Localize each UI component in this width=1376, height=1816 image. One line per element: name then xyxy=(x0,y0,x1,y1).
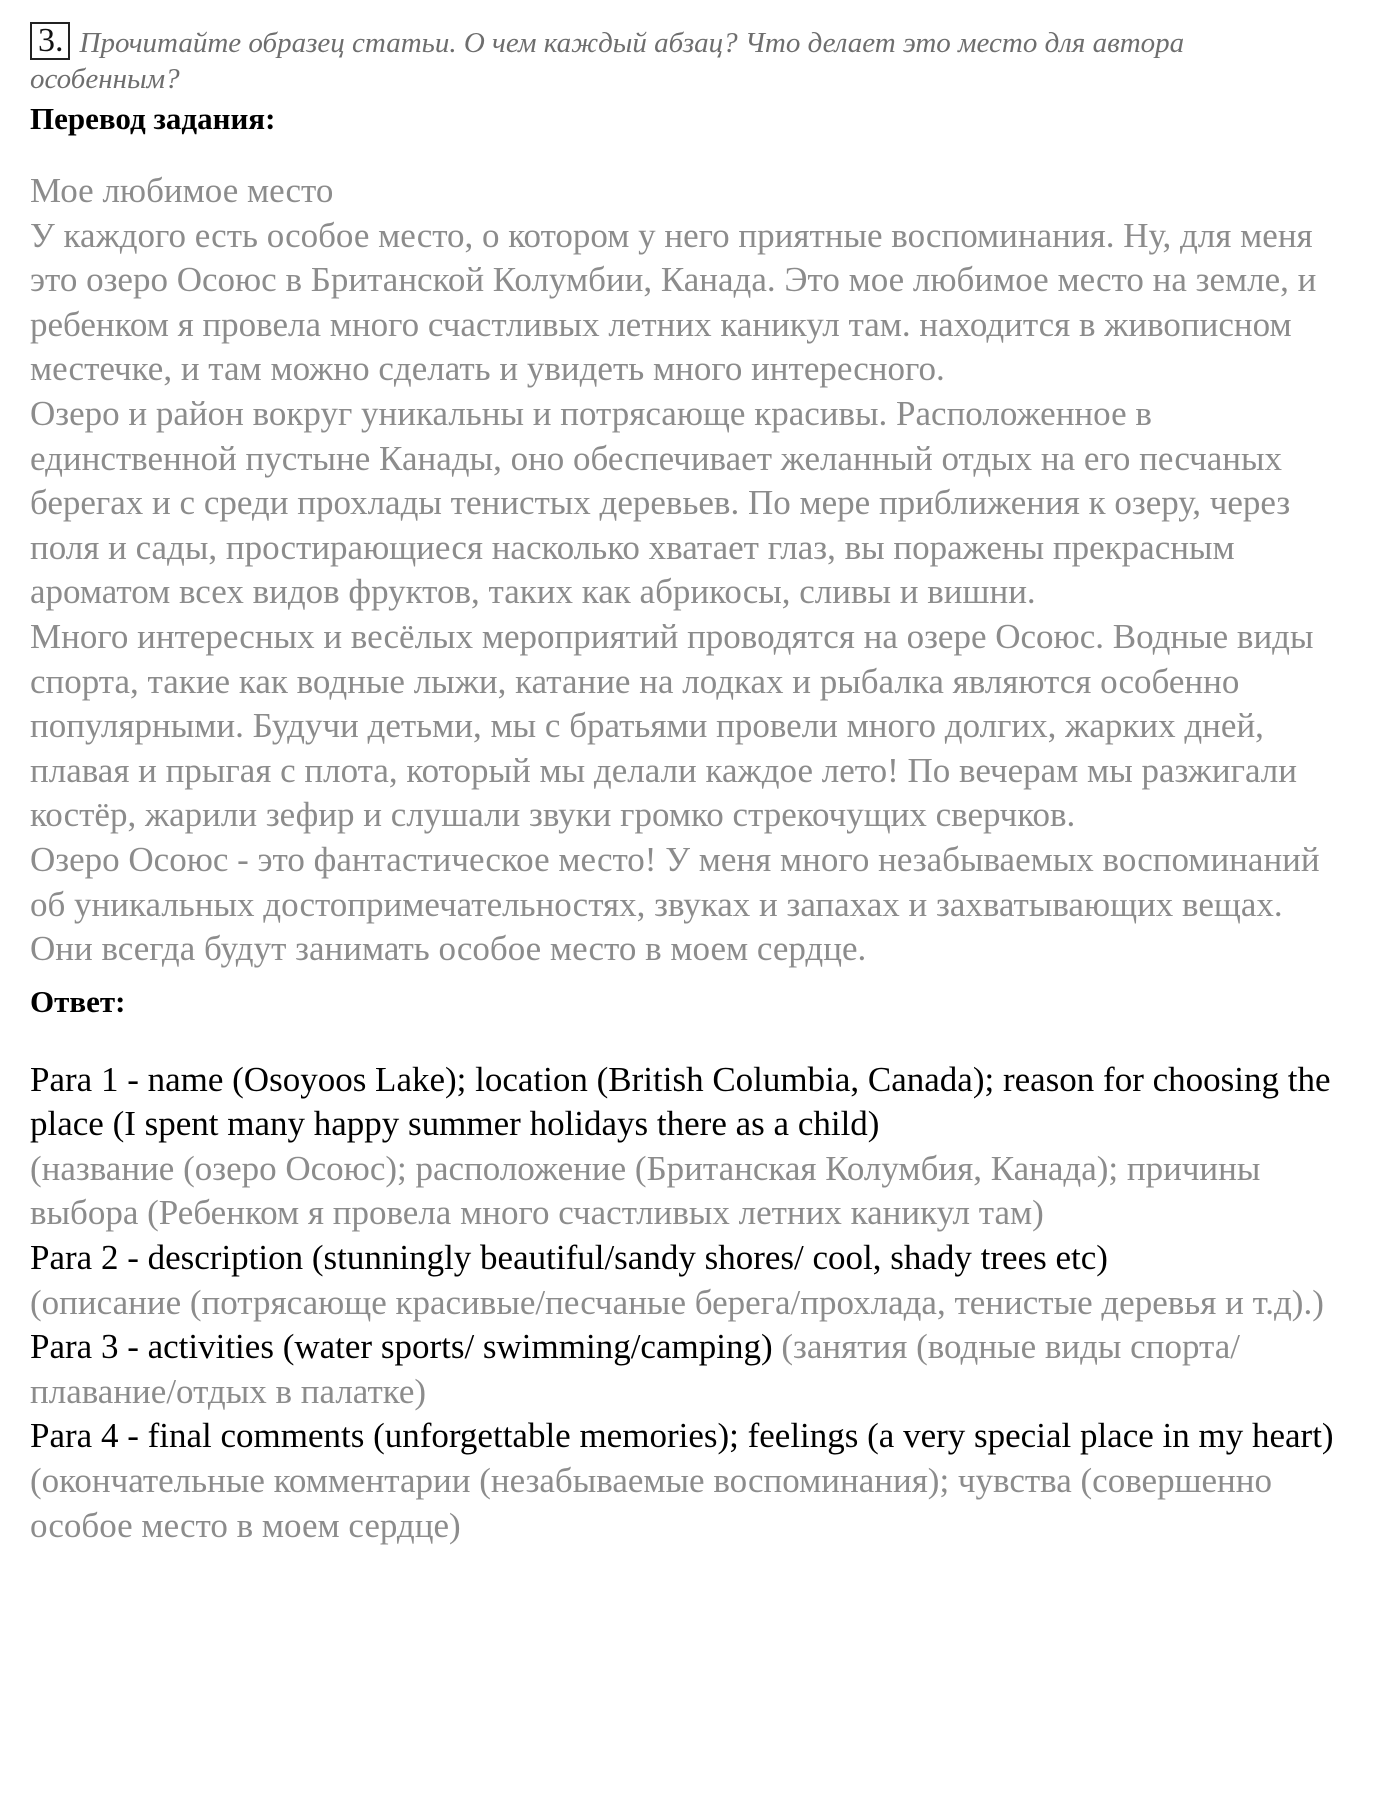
answer-para-3-russian: (занятия (водные виды спорта/плавание/отдых в палатке) xyxy=(30,1327,1240,1411)
answer-para-4-russian: (окончательные комментарии (незабываемые воспоминания); чувства (совершенно особое место в моем сердце) xyxy=(30,1461,1273,1545)
answer-para-1 xyxy=(30,1058,1340,1236)
translation-paragraph-2: Озеро и район вокруг уникальны и потрясающе красивы. Расположенное в единственной пустыне Канады, оно обеспечивает желанный отдых на его песчаных берегах и с среди прохлады тенистых деревьев. По мере приближения к озеру, через поля и сады, простирающиеся насколько хватает глаз, вы поражены прекрасным ароматом всех видов фруктов, таких как абрикосы, сливы и вишни. xyxy=(30,393,1291,612)
task-number-box: 3. xyxy=(30,22,70,60)
task-instruction: Прочитайте образец статьи. О чем каждый абзац? Что делает это место для автора особенным? xyxy=(30,27,1185,95)
translation-paragraph-1: У каждого есть особое место, о котором у него приятные воспоминания. Ну, для меня это озеро Осоюс в Британской Колумбии, Канада. Это мое любимое место на земле, и ребенком я провела много счастливых летних каникул там. находится в живописном местечке, и там можно сделать и увидеть много интересного. xyxy=(30,215,1317,389)
answer-para-1-russian: (название (озеро Осоюс); расположение (Британская Колумбия, Канада); причины выбора (Ребенком я провела много счастливых летних каникул там) xyxy=(30,1148,1261,1233)
answer-para-4-english: Para 4 - final comments (unforgettable memories); feelings (a very special place in my heart) xyxy=(30,1416,1334,1456)
task-header xyxy=(30,22,1340,97)
translation-block xyxy=(30,169,1340,972)
translation-label: Перевод задания: xyxy=(30,101,276,136)
page-content xyxy=(30,22,1340,1548)
answer-para-3 xyxy=(30,1325,1340,1414)
answer-para-2 xyxy=(30,1236,1340,1325)
answer-para-4 xyxy=(30,1414,1340,1548)
answer-para-2-english: Para 2 - description (stunningly beautiful/sandy shores/ cool, shady trees etc) xyxy=(30,1238,1108,1278)
answer-para-1-english: Para 1 - name (Osoyoos Lake); location (British Columbia, Canada); reason for choosing the place (I spent many happy summer holidays there as a child) xyxy=(30,1059,1331,1144)
translation-title: Мое любимое место xyxy=(30,171,334,210)
answer-para-2-russian: (описание (потрясающе красивые/песчаные берега/прохлада, тенистые деревья и т.д).) xyxy=(30,1282,1324,1322)
translation-paragraph-4: Озеро Осоюс - это фантастическое место! У меня много незабываемых воспоминаний об уникальных достопримечательностях, звуках и запахах и захватывающих вещах. Они всегда будут занимать особое место в моем сердце. xyxy=(30,839,1320,969)
translation-paragraph-3: Много интересных и весёлых мероприятий проводятся на озере Осоюс. Водные виды спорта, такие как водные лыжи, катание на лодках и рыбалка являются особенно популярными. Будучи детьми, мы с братьями провели много долгих, жарких дней, плавая и прыгая с плота, который мы делали каждое лето! По вечерам мы разжигали костёр, жарили зефир и слушали звуки громко стрекочущих сверчков. xyxy=(30,616,1314,835)
answer-para-3-english: Para 3 - activities (water sports/ swimming/camping) xyxy=(30,1327,773,1367)
answer-block xyxy=(30,1058,1340,1549)
answer-label: Ответ: xyxy=(30,983,126,1019)
